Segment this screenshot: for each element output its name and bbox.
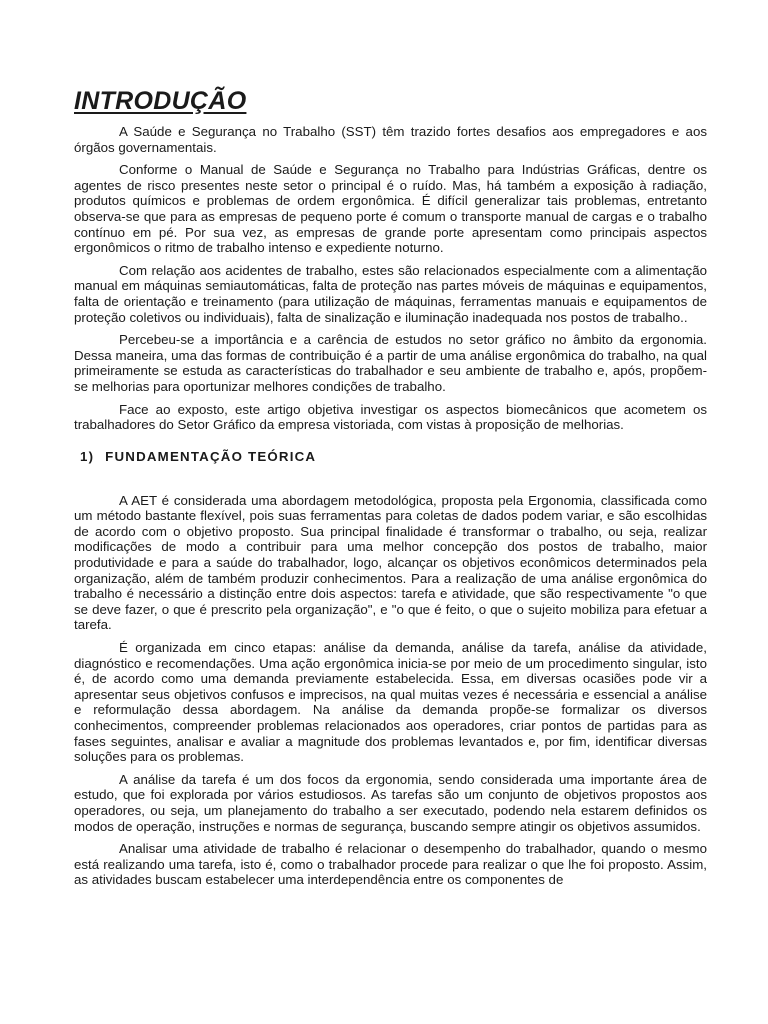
section-heading xyxy=(80,449,707,465)
intro-paragraph-4: Percebeu-se a importância e a carência de estudos no setor gráfico no âmbito da ergonomia. Dessa maneira, uma das formas de contribuição é a partir de uma análise ergonômica do trabalho, na qual primeiramente se estuda as características do trabalhador e seu ambiente de trabalho e, após, propõem-se melhorias para oportunizar melhores condições de trabalho. xyxy=(74,332,707,394)
section-number: 1) xyxy=(80,448,95,464)
section-paragraph-2: É organizada em cinco etapas: análise da demanda, análise da tarefa, análise da atividade, diagnóstico e recomendações. Uma ação ergonômica inicia-se por meio de um procedimento singular, isto é, de acordo como uma demanda previamente estabelecida. Essa, em diversas ocasiões pode vir a apresentar seus objetivos confusos e imprecisos, na qual muitas vezes é necessária e essencial a análise e reformulação dessa abordagem. Na análise da demanda propõe-se formalizar os diversos conhecimentos, compreender problemas relacionados aos operadores, criar pontos de partidas para as fases seguintes, analisar e avaliar a magnitude dos problemas levantados e, por fim, identificar diversas soluções para os problemas. xyxy=(74,640,707,765)
intro-paragraph-3: Com relação aos acidentes de trabalho, estes são relacionados especialmente com a alimentação manual em máquinas semiautomáticas, falta de proteção nas partes móveis de máquinas e equipamentos, falta de orientação e treinamento (para utilização de máquinas, ferramentas manuais e equipamentos de proteção coletivos ou individuais), falta de sinalização e iluminação inadequada nos postos de trabalho.. xyxy=(74,262,707,325)
intro-paragraph-5: Face ao exposto, este artigo objetiva investigar os aspectos biomecânicos que acometem os trabalhadores do Setor Gráfico da empresa vistoriada, com vistas à proposição de melhorias. xyxy=(74,401,707,433)
intro-paragraph-1: A Saúde e Segurança no Trabalho (SST) têm trazido fortes desafios aos empregadores e aos órgãos governamentais. xyxy=(74,124,707,155)
section-paragraph-4: Analisar uma atividade de trabalho é relacionar o desempenho do trabalhador, quando o mesmo está realizando uma tarefa, isto é, como o trabalhador procede para realizar o que lhe foi proposto. Assim, as atividades buscam estabelecer uma interdependência entre os componentes de xyxy=(74,841,707,888)
section-paragraph-3: A análise da tarefa é um dos focos da ergonomia, sendo considerada uma importante área de estudo, que foi explorada por vários estudiosos. As tarefas são um conjunto de objetivos propostos aos operadores, ou seja, um planejamento do trabalho a ser executado, podendo nela estarem definidos os modos de operação, instruções e normas de segurança, buscando sempre atingir os objetivos assumidos. xyxy=(74,771,707,834)
section-paragraph-1: A AET é considerada uma abordagem metodológica, proposta pela Ergonomia, classificada como um método bastante flexível, pois suas ferramentas para coletas de dados podem variar, e são escolhidas de acordo com o objetivo proposto. Sua principal finalidade é transformar o trabalho, ou seja, realizar modificações de modo a contribuir para uma melhor concepção dos postos de trabalho, maior produtividade e para a saúde do trabalhador, logo, alcançar os objetivos econômicos determinados pela organização, além de também produzir conhecimentos. Para a realização de uma análise ergonômica do trabalho é necessário a distinção entre dois aspectos: tarefa e atividade, que são respectivamente "o que se deve fazer, o que é prescrito pela organização", e "o que é feito, o que o sujeito mobiliza para efetuar a tarefa. xyxy=(74,492,707,633)
page-title: INTRODUÇÃO xyxy=(74,87,247,115)
section-title: FUNDAMENTAÇÃO TEÓRICA xyxy=(105,448,317,464)
intro-paragraph-2: Conforme o Manual de Saúde e Segurança no Trabalho para Indústrias Gráficas, dentre os agentes de risco presentes neste setor o principal é o ruído. Mas, há também a exposição à radiação, produtos químicos e problemas de ordem ergonômica. É difícil generalizar tais problemas, entretanto observa-se que para as empresas de pequeno porte é comum o transporte manual de cargas e o trabalho contínuo em pé. Por sua vez, as empresas de grande porte apresentam como principais aspectos ergonômicos o ritmo de trabalho intenso e expediente noturno. xyxy=(74,162,707,256)
